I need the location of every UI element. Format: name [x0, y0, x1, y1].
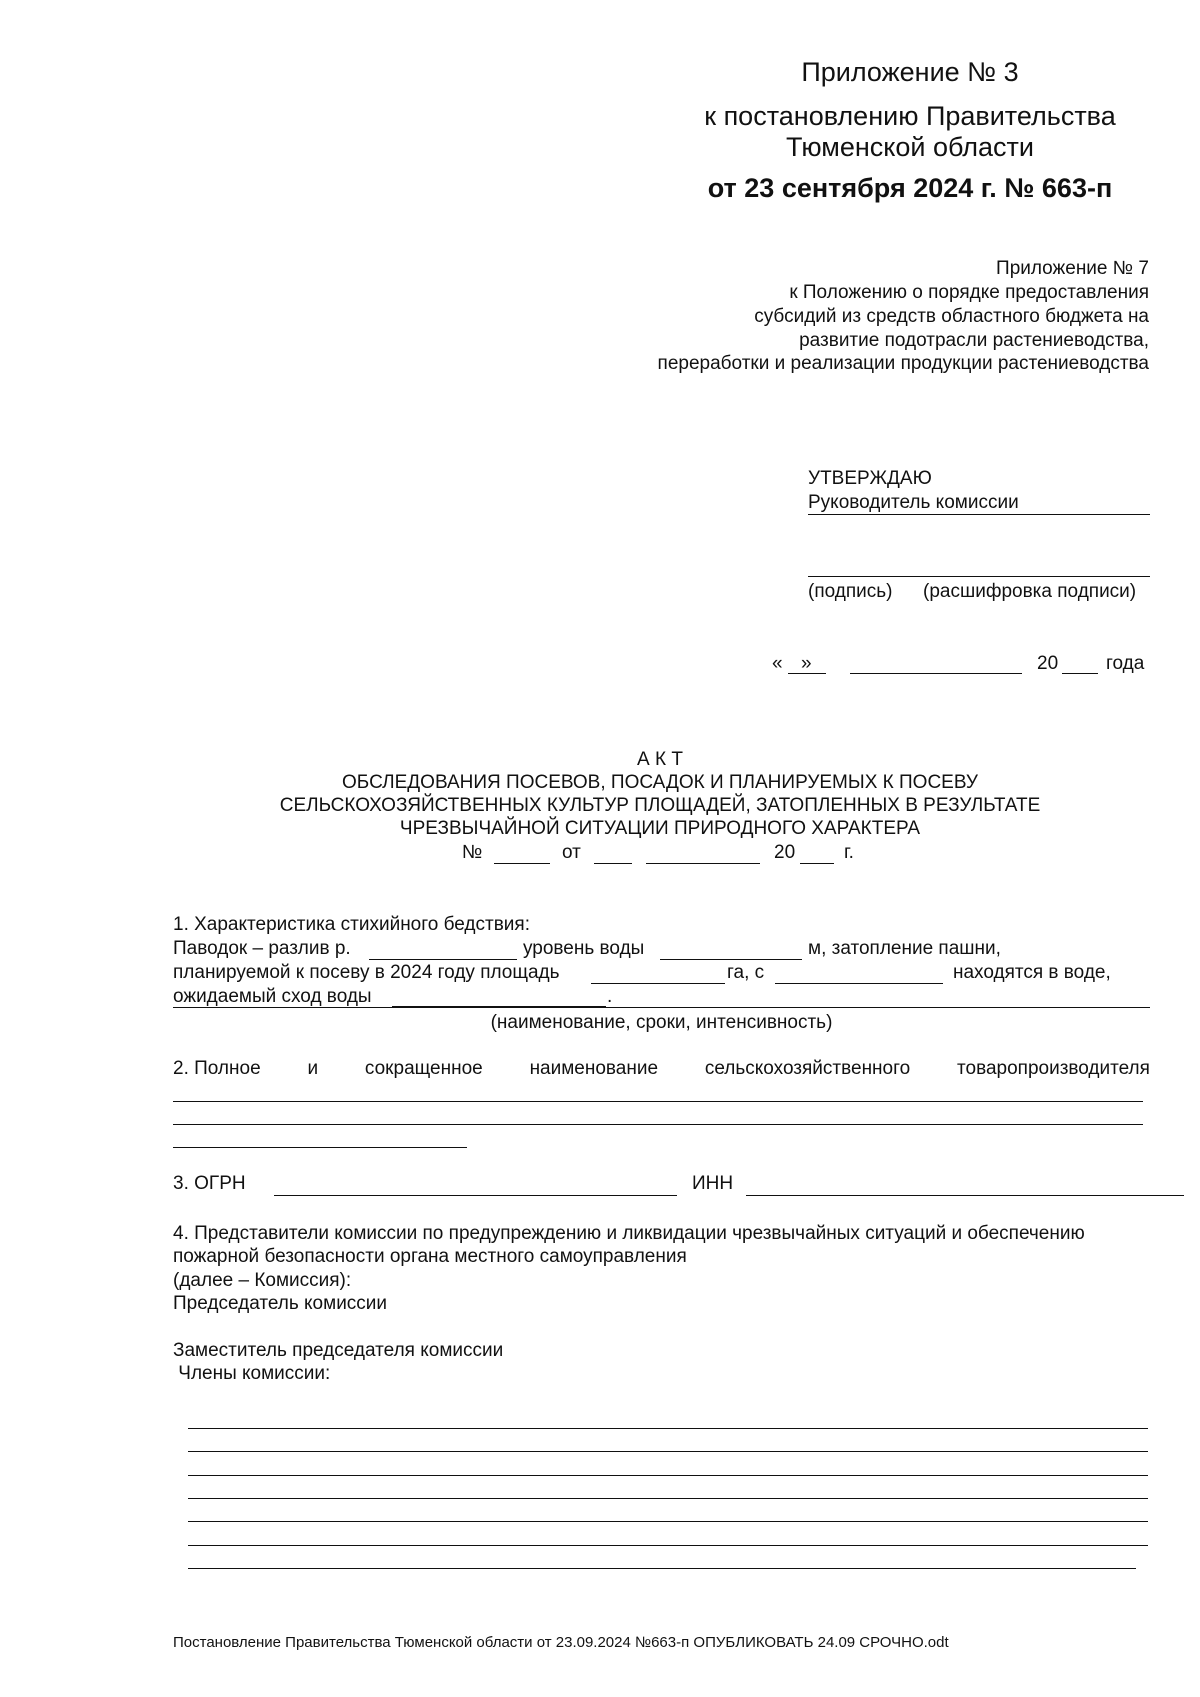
- approve-signature-line[interactable]: [808, 576, 1150, 577]
- approve-role-underline: [808, 514, 1150, 515]
- water-level-label: уровень воды: [523, 938, 645, 959]
- appendix-line-2: к Положению о порядке предоставления: [789, 282, 1149, 303]
- producer-name-line-1[interactable]: [173, 1101, 1143, 1102]
- appendix-line-5: переработки и реализации продукции растениеводства: [657, 353, 1149, 374]
- annex-region-line: Тюменской области: [786, 132, 1034, 162]
- member-line-2[interactable]: [188, 1451, 1148, 1452]
- act-subtitle-2: СЕЛЬСКОХОЗЯЙСТВЕННЫХ КУЛЬТУР ПЛОЩАДЕЙ, ЗАТОПЛЕННЫХ В РЕЗУЛЬТАТЕ: [279, 795, 1041, 816]
- producer-name-line-3[interactable]: [173, 1147, 467, 1148]
- approve-role: Руководитель комиссии: [808, 492, 1019, 513]
- member-line-3[interactable]: [188, 1475, 1148, 1476]
- section2-heading: [173, 1057, 1150, 1081]
- act-from-label: от: [562, 842, 581, 863]
- in-water-since-field[interactable]: [775, 983, 943, 984]
- date-year-field[interactable]: [1062, 673, 1098, 674]
- act-number-field[interactable]: [494, 863, 550, 864]
- section1-caption: (наименование, сроки, интенсивность): [490, 1012, 833, 1033]
- act-subtitle-1: ОБСЛЕДОВАНИЯ ПОСЕВОВ, ПОСАДОК И ПЛАНИРУЕМЫХ К ПОСЕВУ: [342, 772, 978, 793]
- section2-word-5: сельскохозяйственного: [704, 1058, 911, 1079]
- water-level-field[interactable]: [660, 959, 802, 960]
- member-line-4[interactable]: [188, 1498, 1148, 1499]
- act-day-field[interactable]: [594, 863, 632, 864]
- appendix-line-1: Приложение № 7: [996, 258, 1149, 279]
- inn-label: ИНН: [692, 1173, 734, 1194]
- act-month-field[interactable]: [646, 863, 760, 864]
- member-line-1[interactable]: [188, 1428, 1148, 1429]
- act-year-suffix: г.: [844, 842, 854, 863]
- ogrn-label: 3. ОГРН: [173, 1173, 246, 1194]
- area-unit-label: га, с: [727, 962, 765, 983]
- member-line-6[interactable]: [188, 1545, 1148, 1546]
- water-level-unit: м, затопление пашни,: [808, 938, 1001, 959]
- act-title: А К Т: [637, 749, 683, 770]
- section2-word-6: товаропроизводителя: [957, 1058, 1150, 1079]
- section4-line-3: (далее – Комиссия):: [173, 1270, 352, 1291]
- approve-title: УТВЕРЖДАЮ: [808, 468, 932, 489]
- act-number-sign: №: [462, 842, 483, 863]
- section2-word-1: 2. Полное: [173, 1058, 261, 1079]
- date-year-word: года: [1106, 653, 1145, 674]
- footer-filename: Постановление Правительства Тюменской области от 23.09.2024 №663-п ОПУБЛИКОВАТЬ 24.09 СРОЧНО.odt: [173, 1634, 949, 1651]
- section2-word-4: наименование: [529, 1058, 659, 1079]
- member-line-7[interactable]: [188, 1568, 1136, 1569]
- date-month-field[interactable]: [850, 673, 1022, 674]
- water-recession-label: ожидаемый сход воды: [173, 986, 372, 1007]
- annex-decree-line: к постановлению Правительства: [704, 101, 1116, 131]
- deputy-chairman-label: Заместитель председателя комиссии: [173, 1340, 504, 1361]
- chairman-label: Председатель комиссии: [173, 1293, 388, 1314]
- act-year-field[interactable]: [800, 863, 834, 864]
- inn-field[interactable]: [746, 1195, 1184, 1196]
- date-quote-open: «: [772, 653, 783, 674]
- river-name-field[interactable]: [369, 959, 517, 960]
- annex-date-line: от 23 сентября 2024 г. № 663-п: [707, 173, 1113, 203]
- signature-caption: (подпись): [808, 581, 893, 602]
- annex-number: Приложение № 3: [801, 57, 1019, 87]
- planned-area-field[interactable]: [591, 983, 725, 984]
- section2-word-2: и: [307, 1058, 319, 1079]
- water-recession-dot: .: [607, 986, 613, 1007]
- act-subtitle-3: ЧРЕЗВЫЧАЙНОЙ СИТУАЦИИ ПРИРОДНОГО ХАРАКТЕРА: [399, 818, 921, 839]
- planned-area-label: планируемой к посеву в 2024 году площадь: [173, 962, 560, 983]
- appendix-line-3: субсидий из средств областного бюджета на: [754, 306, 1149, 327]
- producer-name-line-2[interactable]: [173, 1124, 1143, 1125]
- act-year-prefix: 20: [774, 842, 796, 863]
- members-label: Члены комиссии:: [173, 1363, 331, 1384]
- in-water-label: находятся в воде,: [953, 962, 1111, 983]
- date-year-prefix: 20: [1037, 653, 1059, 674]
- section4-line-1: 4. Представители комиссии по предупреждению и ликвидации чрезвычайных ситуаций и обеспечению: [173, 1223, 1085, 1244]
- date-quote-close: »: [801, 653, 812, 674]
- section1-title: 1. Характеристика стихийного бедствия:: [173, 914, 530, 935]
- section4-line-2: пожарной безопасности органа местного самоуправления: [173, 1246, 687, 1267]
- appendix-line-4: развитие подотрасли растениеводства,: [799, 330, 1149, 351]
- signature-decode-caption: (расшифровка подписи): [923, 581, 1137, 602]
- member-line-5[interactable]: [188, 1521, 1148, 1522]
- section1-underline: [173, 1007, 1150, 1008]
- ogrn-field[interactable]: [274, 1195, 677, 1196]
- section1-flood-label: Паводок – разлив р.: [173, 938, 351, 959]
- section2-word-3: сокращенное: [364, 1058, 483, 1079]
